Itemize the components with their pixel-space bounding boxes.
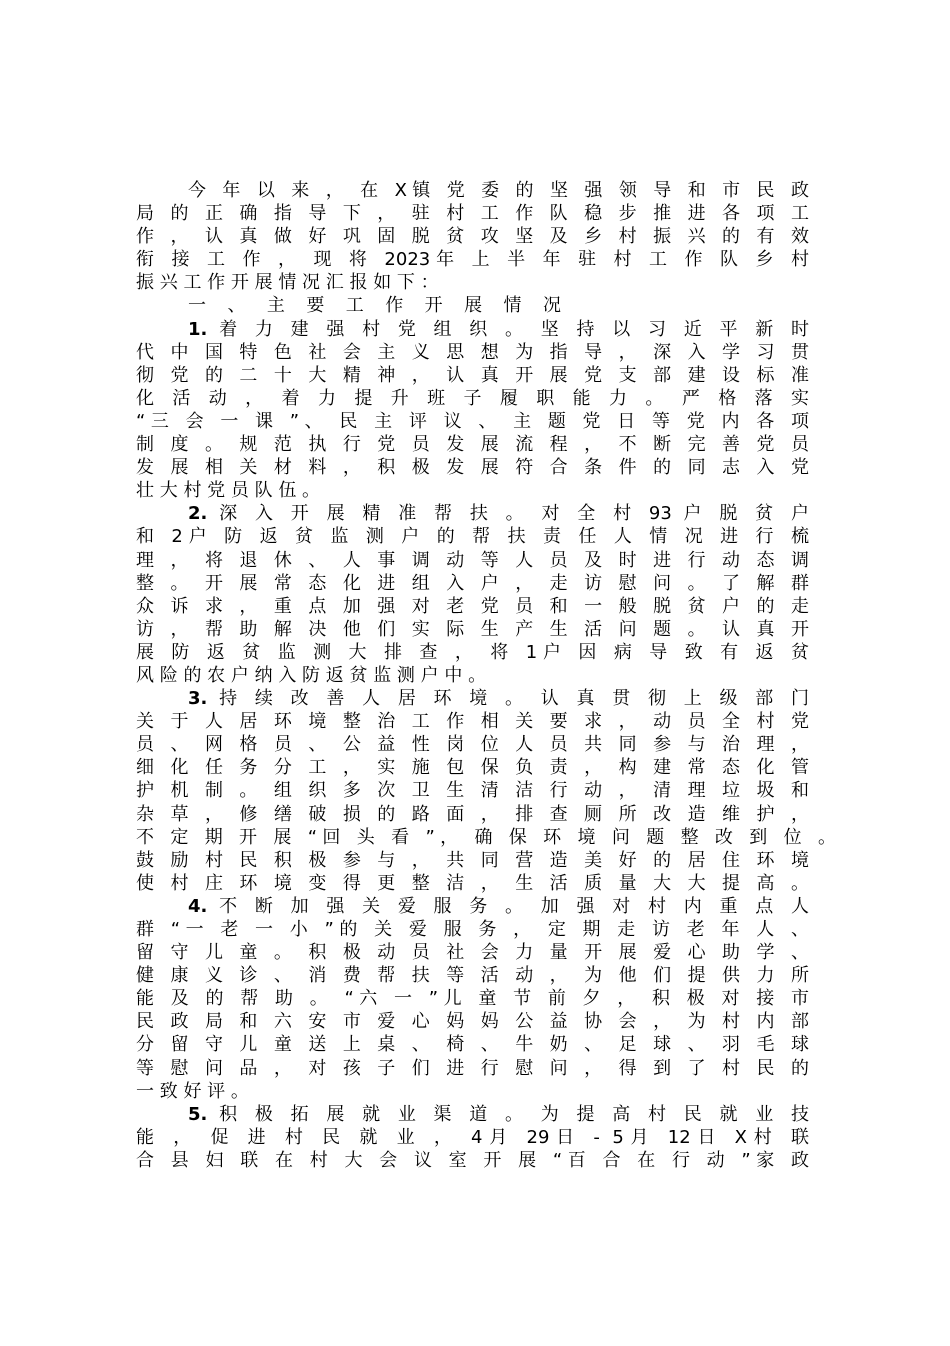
item-number: 3. [188, 688, 208, 710]
paragraph-line [136, 410, 836, 433]
line-text: 展 防 返 贫 监 测 大 排 查 ， 将 1户 因 病 导 致 有 返 贫 [136, 641, 809, 663]
line-text: 风 险 的 农 户 纳 入 防 返 贫 监 测 户 中 。 [136, 664, 487, 686]
line-text: 和 2户 防 返 贫 监 测 户 的 帮 扶 责 任 人 情 况 进 行 梳 [136, 526, 809, 548]
line-text: 不 定 期 开 展 “回 头 看 ”， 确 保 环 境 问 题 整 改 到 位 。 [136, 826, 836, 848]
paragraph-line [136, 872, 836, 895]
heading-text: 一 、 主 要 工 作 开 展 情 况 [188, 295, 561, 317]
line-text: 细 化 任 务 分 工 ， 实 施 包 保 负 责 ， 构 建 常 态 化 管 [136, 757, 809, 779]
line-text: 留 守 儿 童 。 积 极 动 员 社 会 力 量 开 展 爱 心 助 学 、 [136, 942, 809, 964]
line-text: 整 。 开 展 常 态 化 进 组 入 户 ， 走 访 慰 问 。 了 解 群 [136, 572, 809, 594]
line-text: 制 度 。 规 范 执 行 党 员 发 展 流 程 ， 不 断 完 善 党 员 [136, 434, 809, 456]
line-text: 能 ， 促 进 村 民 就 业 ， 4月 29日 - 5月 12日 X村 联 [136, 1126, 809, 1148]
line-text: 一 致 好 评 。 [136, 1080, 249, 1102]
line-text: 壮 大 村 党 员 队 伍 。 [136, 480, 321, 502]
line-text: 发 展 相 关 材 料 ， 积 极 发 展 符 合 条 件 的 同 志 入 党 [136, 457, 809, 479]
paragraph-line [136, 941, 836, 964]
line-text: 健 康 义 诊 、 消 费 帮 扶 等 活 动 ， 为 他 们 提 供 力 所 [136, 965, 809, 987]
paragraph-line [136, 1057, 836, 1080]
line-text: 理 ， 将 退 休 、 人 事 调 动 等 人 员 及 时 进 行 动 态 调 [136, 549, 809, 571]
line-text: 4. 不 断 加 强 关 爱 服 务 。 加 强 对 村 内 重 点 人 [188, 895, 809, 917]
line-text: 使 村 庄 环 境 变 得 更 整 洁 ， 生 活 质 量 大 大 提 高 。 [136, 872, 809, 894]
line-text: 1. 着 力 建 强 村 党 组 织 。 坚 持 以 习 近 平 新 时 [188, 318, 809, 340]
paragraph-line [136, 1033, 836, 1056]
line-text: 作 ， 认 真 做 好 巩 固 脱 贫 攻 坚 及 乡 村 振 兴 的 有 效 [136, 226, 809, 248]
line-text: 护 机 制 。 组 织 多 次 卫 生 清 洁 行 动 ， 清 理 垃 圾 和 [136, 780, 809, 802]
paragraph-line [136, 803, 836, 826]
paragraph-line [136, 849, 836, 872]
paragraph-line [136, 779, 836, 802]
section-heading [136, 294, 836, 317]
paragraph-line [136, 710, 836, 733]
line-text: 访 ， 帮 助 解 决 他 们 实 际 生 产 生 活 问 题 。 认 真 开 [136, 618, 809, 640]
paragraph-line [136, 225, 836, 248]
paragraph-line [136, 479, 836, 502]
item-heading-line [136, 895, 836, 918]
item-heading-line [136, 318, 836, 341]
report-body [136, 179, 836, 1172]
line-text: 能 及 的 帮 助 。 “六 一 ”儿 童 节 前 夕 ， 积 极 对 接 市 [136, 988, 809, 1010]
paragraph-line [136, 987, 836, 1010]
line-text: 彻 党 的 二 十 大 精 神 ， 认 真 开 展 党 支 部 建 设 标 准 [136, 364, 809, 386]
paragraph-line [136, 756, 836, 779]
line-text: 代 中 国 特 色 社 会 主 义 思 想 为 指 导 ， 深 入 学 习 贯 [136, 341, 809, 363]
line-text: 3. 持 续 改 善 人 居 环 境 。 认 真 贯 彻 上 级 部 门 [188, 688, 809, 710]
paragraph-line [136, 1080, 836, 1103]
paragraph-line [136, 179, 836, 202]
line-text: 2. 深 入 开 展 精 准 帮 扶 。 对 全 村 93 户 脱 贫 户 [188, 503, 809, 525]
paragraph-line [136, 664, 836, 687]
line-text: 振 兴 工 作 开 展 情 况 汇 报 如 下 ： [136, 272, 439, 294]
item-number: 2. [188, 503, 208, 525]
item-heading-line [136, 1103, 836, 1126]
paragraph-line [136, 618, 836, 641]
line-text: 局 的 正 确 指 导 下 ， 驻 村 工 作 队 稳 步 推 进 各 项 工 [136, 203, 809, 225]
paragraph-line [136, 549, 836, 572]
paragraph-line [136, 341, 836, 364]
paragraph-line [136, 202, 836, 225]
line-text: “三 会 一 课 ”、 民 主 评 议 、 主 题 党 日 等 党 内 各 项 [136, 410, 809, 432]
paragraph-line [136, 271, 836, 294]
paragraph-line [136, 1126, 836, 1149]
paragraph-line [136, 248, 836, 271]
paragraph-line [136, 525, 836, 548]
paragraph-line [136, 572, 836, 595]
paragraph-line [136, 1149, 836, 1172]
line-text: 鼓 励 村 民 积 极 参 与 ， 共 同 营 造 美 好 的 居 住 环 境 [136, 849, 809, 871]
line-text: 合 县 妇 联 在 村 大 会 议 室 开 展 “百 合 在 行 动 ”家 政 [136, 1149, 809, 1171]
item-number: 5. [188, 1103, 208, 1125]
line-text: 化 活 动 ， 着 力 提 升 班 子 履 职 能 力 。 严 格 落 实 [136, 387, 809, 409]
line-text: 员 、 网 格 员 、 公 益 性 岗 位 人 员 共 同 参 与 治 理 ， [136, 734, 809, 756]
paragraph-line [136, 1010, 836, 1033]
line-text: 今 年 以 来 ， 在 X镇 党 委 的 坚 强 领 导 和 市 民 政 [188, 180, 809, 201]
item-heading-line [136, 687, 836, 710]
line-text: 衔 接 工 作 ， 现 将 2023年 上 半 年 驻 村 工 作 队 乡 村 [136, 249, 809, 271]
item-number: 4. [188, 895, 208, 917]
paragraph-line [136, 641, 836, 664]
paragraph-line [136, 456, 836, 479]
paragraph-line [136, 433, 836, 456]
item-heading-line [136, 502, 836, 525]
line-text: 民 政 局 和 六 安 市 爱 心 妈 妈 公 益 协 会 ， 为 村 内 部 [136, 1011, 809, 1033]
line-text: 等 慰 问 品 ， 对 孩 子 们 进 行 慰 问 ， 得 到 了 村 民 的 [136, 1057, 809, 1079]
line-text: 关 于 人 居 环 境 整 治 工 作 相 关 要 求 ， 动 员 全 村 党 [136, 711, 809, 733]
line-text: 5. 积 极 拓 展 就 业 渠 道 。 为 提 高 村 民 就 业 技 [188, 1103, 809, 1125]
line-text: 分 留 守 儿 童 送 上 桌 、 椅 、 牛 奶 、 足 球 、 羽 毛 球 [136, 1034, 809, 1056]
line-text: 众 诉 求 ， 重 点 加 强 对 老 党 员 和 一 般 脱 贫 户 的 走 [136, 595, 809, 617]
line-text: 杂 草 ， 修 缮 破 损 的 路 面 ， 排 查 厕 所 改 造 维 护 ， [136, 803, 809, 825]
paragraph-line [136, 964, 836, 987]
paragraph-line [136, 364, 836, 387]
paragraph-line [136, 733, 836, 756]
item-number: 1. [188, 318, 208, 340]
paragraph-line [136, 595, 836, 618]
paragraph-line [136, 387, 836, 410]
paragraph-line [136, 826, 836, 849]
line-text: 群 “一 老 一 小 ”的 关 爱 服 务 ， 定 期 走 访 老 年 人 、 [136, 919, 809, 940]
paragraph-line [136, 918, 836, 941]
